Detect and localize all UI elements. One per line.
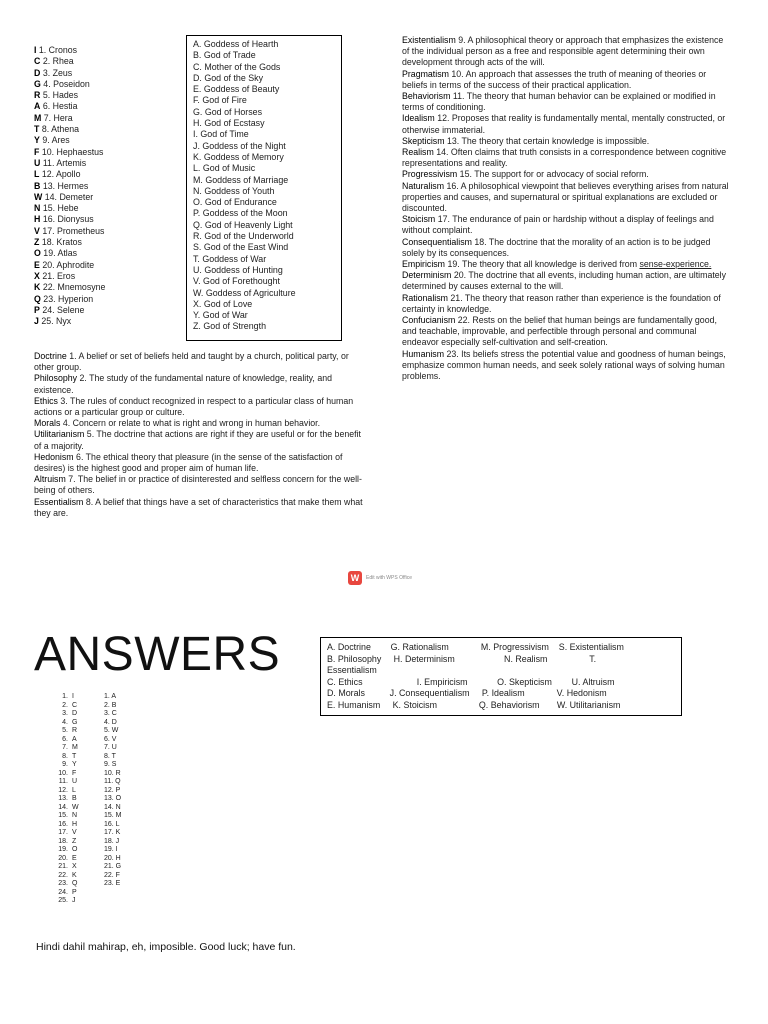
- definitions-right: [402, 35, 732, 382]
- gods-list-text: 19. Atlas: [43, 248, 78, 259]
- gods-list-text: 1. Cronos: [38, 45, 78, 55]
- wps-watermark-text: Edit with WPS Office: [366, 575, 413, 581]
- answer-key-number: 14.: [58, 803, 68, 811]
- answer-key-number: 22.: [58, 871, 68, 879]
- definition-term: Altruism: [34, 474, 66, 485]
- definition-term: Confucianism: [402, 315, 456, 326]
- definition-term: Morals: [34, 418, 61, 429]
- definition-item: [34, 429, 369, 451]
- definition-term: Naturalism: [402, 180, 445, 191]
- answer-key-letter: Q: [72, 880, 78, 887]
- definition-text: 21. The theory that reason rather than experience is the foundation of certainty in knowledge.: [402, 292, 721, 314]
- definition-text: 19. The theory that all knowledge is derived from: [445, 259, 640, 270]
- definition-text: 9. A philosophical theory or approach that emphasizes the existence of the individual person as a free and responsible agent determining their own development through acts of the will.: [402, 35, 724, 68]
- definition-term: Realism: [402, 147, 434, 158]
- gods-list-text: 6. Hestia: [42, 101, 78, 112]
- answer-key-number: 20.: [58, 854, 68, 862]
- gods-list-answer: R: [34, 90, 41, 101]
- gods-list-text: 23. Hyperion: [43, 293, 94, 304]
- philosophy-choice-row: C. Ethics I. Empiricism O. Skepticism U. Altruism: [327, 676, 615, 687]
- god-choice-item: I. God of Time: [193, 129, 249, 140]
- answer-key-letter: K: [72, 871, 77, 879]
- answer-key-philosophy-item: 9. S: [104, 761, 117, 768]
- definition-text: 3. The rules of conduct recognized in respect to a particular class of human actions or a particular group or culture.: [34, 395, 354, 418]
- definition-item: [34, 396, 369, 418]
- answer-key-philosophy-item: 5. W: [104, 727, 119, 734]
- definition-item: [34, 497, 369, 519]
- god-choice-item: S. God of the East Wind: [193, 242, 289, 253]
- answer-key-philosophy-item: 18. J: [104, 837, 120, 845]
- definition-text: 7. The belief in or practice of disinterested and selfless concern for the well-being of others.: [34, 474, 362, 496]
- answer-key-philosophy-item: 8. T: [104, 752, 116, 760]
- answer-key-number: 18.: [58, 837, 68, 845]
- definition-item: [402, 147, 732, 169]
- gods-list-answer: N: [34, 203, 41, 214]
- answer-key-letter: T: [72, 752, 77, 760]
- answer-key-gods-numbers: [52, 693, 68, 906]
- definition-text: 22. Rests on the belief that human beings are fundamentally good, and teachable, improvable, and perfectible through personal and communal endeavor especially self-cultivation and self-creation.: [402, 315, 717, 348]
- god-choice-item: L. God of Music: [193, 163, 256, 174]
- answer-key-number: 16.: [58, 820, 68, 828]
- answer-key-philosophy-item: 13. O: [104, 795, 122, 802]
- gods-list-item: [34, 214, 174, 225]
- god-choice-item: E. Goddess of Beauty: [193, 84, 280, 95]
- god-choice-item: A. Goddess of Hearth: [193, 39, 279, 49]
- gods-list-item: [34, 90, 174, 101]
- gods-list-item: [34, 169, 174, 180]
- gods-list-item: [34, 294, 174, 305]
- gods-list-answer: B: [34, 180, 41, 191]
- gods-list-answer: L: [34, 169, 40, 180]
- gods-list-answer: V: [34, 225, 40, 236]
- gods-list-text: 12. Apollo: [41, 169, 81, 180]
- gods-list-answer: M: [34, 112, 42, 123]
- gods-list-answer: C: [34, 56, 41, 67]
- philosophy-choice-row: A. Doctrine G. Rationalism M. Progressivism S. Existentialism: [327, 642, 624, 652]
- god-choice-item: W. Goddess of Agriculture: [193, 287, 296, 298]
- answer-key-letter: R: [72, 727, 78, 734]
- god-choice-item: V. God of Forethought: [193, 276, 281, 287]
- answer-key-letter: I: [72, 693, 74, 700]
- god-choice-item: Z. God of Strength: [193, 321, 267, 332]
- god-choice-item: C. Mother of the Gods: [193, 61, 281, 72]
- gods-list-item: [34, 203, 174, 214]
- gods-list-item: [34, 260, 174, 271]
- answer-key-number: 4.: [62, 718, 68, 726]
- definition-item: [402, 214, 732, 236]
- answer-key-letter: H: [72, 820, 78, 828]
- wps-logo-icon: W: [348, 571, 362, 585]
- gods-list-item: [34, 124, 174, 135]
- answer-key-number: 3.: [62, 710, 68, 717]
- answer-key-number: 9.: [62, 761, 68, 768]
- god-choice-item: D. God of the Sky: [193, 72, 264, 83]
- definitions-left: [34, 351, 369, 519]
- definition-text: 17. The endurance of pain or hardship without a display of feelings and without complaint.: [402, 214, 714, 236]
- answer-key-letter: A: [72, 735, 77, 743]
- definition-text: 8. A belief that things have a set of characteristics that make them what they are.: [34, 496, 363, 518]
- god-choice-item: R. God of the Underworld: [193, 231, 294, 242]
- god-choice-item: P. Goddess of the Moon: [193, 208, 288, 219]
- god-choice-item: Q. God of Heavenly Light: [193, 219, 293, 230]
- answer-key-letter: O: [72, 846, 78, 853]
- gods-list-item: [34, 113, 174, 124]
- gods-list-item: [34, 237, 174, 248]
- philosophy-choice-row: Essentialism: [327, 665, 377, 676]
- gods-list-item: [34, 45, 174, 56]
- god-choices-box: [186, 35, 342, 341]
- answer-key-number: 12.: [58, 786, 68, 794]
- definition-item: [402, 270, 732, 292]
- definition-underlined: sense-experience.: [639, 259, 712, 270]
- answer-key-philosophy-item: 14. N: [104, 803, 121, 811]
- answer-key-philosophy-item: 23. E: [104, 880, 121, 887]
- gods-list-answer: Z: [34, 237, 40, 248]
- answer-key-letter: G: [72, 718, 78, 726]
- answer-key-philosophy-item: 20. H: [104, 854, 121, 862]
- definition-term: Pragmatism: [402, 68, 449, 79]
- gods-list-item: [34, 68, 174, 79]
- answer-key-number: 8.: [62, 752, 68, 760]
- definition-text: 6. The ethical theory that pleasure (in the sense of the satisfaction of desires) is the highest good and proper aim of human life.: [34, 451, 343, 474]
- gods-list-answer: K: [34, 282, 41, 293]
- definition-item: [34, 351, 369, 373]
- gods-list-text: 25. Nyx: [41, 316, 72, 327]
- definition-term: Existentialism: [402, 35, 456, 45]
- god-choice-item: Y. God of War: [193, 310, 248, 321]
- gods-list-text: 18. Kratos: [41, 237, 82, 248]
- god-choice-item: B. God of Trade: [193, 50, 256, 61]
- answer-key-philosophy-item: 3. C: [104, 710, 117, 717]
- gods-list-item: [34, 192, 174, 203]
- answer-key-philosophy-item: 17. K: [104, 829, 121, 836]
- gods-list-answer: H: [34, 214, 41, 225]
- gods-list-item: [34, 282, 174, 293]
- definition-item: [402, 237, 732, 259]
- gods-list-answer: U: [34, 157, 41, 168]
- gods-matching-list: [34, 45, 174, 327]
- gods-list-text: 7. Hera: [43, 112, 73, 123]
- definition-term: Idealism: [402, 113, 435, 124]
- god-choice-item: O. God of Endurance: [193, 197, 277, 208]
- definition-item: [402, 293, 732, 315]
- definition-item: [402, 113, 732, 135]
- gods-list-text: 22. Mnemosyne: [42, 282, 106, 293]
- gods-list-text: 20. Aphrodite: [42, 259, 95, 270]
- god-choice-item: X. God of Love: [193, 298, 253, 309]
- definition-term: Ethics: [34, 395, 58, 406]
- definition-term: Skepticism: [402, 135, 445, 146]
- definition-text: 5. The doctrine that actions are right if they are useful or for the benefit of a majority.: [34, 429, 361, 451]
- gods-list-answer: W: [34, 191, 43, 202]
- answer-key-letter: B: [72, 795, 77, 802]
- gods-list-answer: F: [34, 146, 40, 157]
- answer-key-philosophy-item: 10. R: [104, 769, 121, 777]
- gods-list-text: 2. Rhea: [42, 56, 74, 67]
- definition-text: 2. The study of the fundamental nature of knowledge, reality, and existence.: [34, 373, 332, 395]
- answer-key-philosophy-item: 22. F: [104, 871, 120, 879]
- gods-list-answer: T: [34, 124, 40, 135]
- gods-list-item: [34, 79, 174, 90]
- gods-list-text: 3. Zeus: [42, 67, 73, 78]
- definition-term: Stoicism: [402, 214, 436, 225]
- answer-key-letter: X: [72, 863, 77, 870]
- gods-list-item: [34, 305, 174, 316]
- answer-key-letter: C: [72, 701, 78, 709]
- answer-key-philosophy-item: 4. D: [104, 718, 117, 726]
- definition-text: 13. The theory that certain knowledge is impossible.: [444, 135, 650, 146]
- definition-item: [402, 259, 732, 270]
- gods-list-text: 10. Hephaestus: [41, 146, 104, 157]
- god-choice-item: F. God of Fire: [193, 95, 247, 106]
- definition-text: 4. Concern or relate to what is right and wrong in human behavior.: [60, 418, 321, 429]
- gods-list-item: [34, 271, 174, 282]
- definition-item: [402, 91, 732, 113]
- gods-list-item: [34, 316, 174, 327]
- gods-list-answer: P: [34, 304, 40, 315]
- answer-key-philosophy-item: 6. V: [104, 735, 117, 743]
- definition-text: 15. The support for or advocacy of social reform.: [457, 169, 649, 180]
- gods-list-answer: I: [34, 45, 37, 55]
- gods-list-text: 15. Hebe: [42, 203, 79, 214]
- gods-list-text: 14. Demeter: [44, 191, 94, 202]
- definition-term: Doctrine: [34, 351, 67, 361]
- answer-key-philosophy-item: 15. M: [104, 812, 122, 819]
- definition-term: Rationalism: [402, 292, 448, 303]
- definition-text: 20. The doctrine that all events, including human action, are ultimately determined by causes external to the will.: [402, 270, 727, 292]
- gods-list-text: 11. Artemis: [42, 157, 87, 168]
- definition-item: [402, 136, 732, 147]
- definition-text: 12. Proposes that reality is fundamentally mental, mentally constructed, or otherwise immaterial.: [402, 113, 726, 135]
- answer-key-number: 19.: [58, 846, 68, 853]
- answer-key-number: 25.: [58, 897, 68, 904]
- definition-text: 11. The theory that human behavior can be explained or modified in terms of conditioning.: [402, 91, 716, 113]
- answer-key-letter: W: [72, 803, 79, 811]
- answer-key-letter: E: [72, 854, 77, 862]
- gods-list-text: 13. Hermes: [42, 180, 89, 191]
- philosophy-choice-row: E. Humanism K. Stoicism Q. Behaviorism W. Utilitarianism: [327, 699, 621, 710]
- god-choice-item: M. Goddess of Marriage: [193, 174, 289, 185]
- god-choice-item: K. Goddess of Memory: [193, 151, 284, 162]
- answer-key-number: 13.: [58, 795, 68, 802]
- gods-list-text: 4. Poseidon: [43, 78, 90, 89]
- definition-term: Consequentialism: [402, 236, 472, 247]
- definition-item: [34, 452, 369, 474]
- gods-list-item: [34, 226, 174, 237]
- definition-term: Determinism: [402, 270, 452, 281]
- answer-key-number: 5.: [62, 727, 68, 734]
- gods-list-answer: X: [34, 270, 40, 281]
- answer-key-number: 11.: [58, 778, 68, 785]
- gods-list-answer: A: [34, 101, 41, 112]
- definition-item: [402, 69, 732, 91]
- definition-term: Essentialism: [34, 496, 84, 507]
- definition-term: Progressivism: [402, 169, 458, 180]
- definition-text: 14. Often claims that truth consists in a correspondence between cognitive representations and reality.: [402, 147, 727, 169]
- gods-list-item: [34, 147, 174, 158]
- definition-term: Hedonism: [34, 451, 74, 462]
- answer-key-letter: U: [72, 778, 78, 785]
- god-choice-item: N. Goddess of Youth: [193, 185, 275, 196]
- gods-list-answer: Y: [34, 135, 40, 146]
- god-choice-item: J. Goddess of the Night: [193, 140, 286, 151]
- answer-key-philosophy-item: 2. B: [104, 701, 117, 709]
- definition-text: 1. A belief or set of beliefs held and taught by a church, political party, or other group.: [34, 351, 349, 373]
- answers-heading: ANSWERS: [34, 628, 281, 681]
- definition-term: Philosophy: [34, 373, 78, 384]
- answer-key-letter: Z: [72, 837, 77, 845]
- gods-list-text: 9. Ares: [42, 135, 70, 146]
- god-choice-item: T. Goddess of War: [193, 253, 267, 264]
- definition-item: [402, 169, 732, 180]
- gods-list-answer: E: [34, 259, 40, 270]
- answer-key-letter: N: [72, 812, 78, 819]
- definition-item: [34, 418, 369, 429]
- gods-list-text: 24. Selene: [42, 304, 85, 315]
- answer-key-philosophy-item: 1. A: [104, 693, 117, 700]
- god-choice-item: H. God of Ecstasy: [193, 118, 265, 129]
- gods-list-answer: J: [34, 316, 39, 327]
- definition-text: 10. An approach that assesses the truth of meaning of theories or beliefs in terms of the success of their practical application.: [402, 68, 707, 90]
- answer-key-letter: J: [72, 897, 76, 904]
- gods-list-answer: D: [34, 67, 41, 78]
- definition-item: [402, 315, 732, 349]
- answer-key-letter: D: [72, 710, 78, 717]
- definition-text: 23. Its beliefs stress the potential value and goodness of human beings, emphasize common human needs, and seek solely rational ways of solving human problems.: [402, 348, 726, 382]
- definition-item: [34, 373, 369, 395]
- answer-key-number: 15.: [58, 812, 68, 819]
- answer-key-number: 6.: [62, 735, 68, 743]
- god-choice-item: G. God of Horses: [193, 106, 263, 117]
- gods-list-item: [34, 56, 174, 67]
- answer-key-number: 23.: [58, 880, 68, 887]
- answer-key-letter: P: [72, 888, 77, 896]
- gods-list-text: 8. Athena: [41, 124, 80, 135]
- gods-list-item: [34, 158, 174, 169]
- answer-key-number: 17.: [58, 829, 68, 836]
- philosophy-choice-row: D. Morals J. Consequentialism P. Idealism V. Hedonism: [327, 688, 607, 699]
- definition-term: Behaviorism: [402, 91, 451, 102]
- answer-key-letter: L: [72, 786, 76, 794]
- gods-list-answer: O: [34, 248, 41, 259]
- gods-list-text: 5. Hades: [42, 90, 79, 101]
- answer-key-letter: Y: [72, 761, 77, 768]
- answer-key-number: 10.: [58, 769, 68, 777]
- definition-item: [402, 349, 732, 383]
- definition-item: [402, 35, 732, 69]
- answer-key-number: 7.: [62, 744, 68, 751]
- philosophy-choices-box: [320, 637, 682, 716]
- answer-key-philosophy-item: 7. U: [104, 744, 117, 751]
- answer-key-philosophy-item: 12. P: [104, 786, 121, 794]
- wps-watermark[interactable]: [348, 571, 412, 585]
- gods-list-item: [34, 248, 174, 259]
- answer-key-number: 24.: [58, 888, 68, 896]
- answer-key-philosophy-item: 19. I: [104, 846, 118, 853]
- answer-key-philosophy-item: 11. Q: [104, 778, 121, 785]
- answer-key-philosophy-item: 16. L: [104, 820, 120, 828]
- gods-list-item: [34, 101, 174, 112]
- god-choice-item: U. Goddess of Hunting: [193, 264, 283, 275]
- definition-text: 18. The doctrine that the morality of an action is to be judged solely by its consequences.: [402, 236, 711, 258]
- answer-key-letter: V: [72, 829, 77, 836]
- answer-key-gods-letters: [72, 693, 86, 906]
- gods-list-answer: G: [34, 78, 41, 89]
- answer-key-number: 21.: [58, 863, 68, 870]
- answer-key-philosophy: [104, 693, 134, 889]
- answer-key-number: 1.: [62, 693, 68, 700]
- gods-list-answer: Q: [34, 293, 41, 304]
- philosophy-choice-row: B. Philosophy H. Determinism N. Realism T.: [327, 653, 597, 664]
- definition-item: [34, 474, 369, 496]
- gods-list-text: 21. Eros: [42, 270, 76, 281]
- definition-term: Empiricism: [402, 259, 446, 270]
- gods-list-item: [34, 181, 174, 192]
- definition-term: Utilitarianism: [34, 429, 85, 440]
- answer-key-letter: F: [72, 769, 77, 777]
- definition-term: Humanism: [402, 348, 445, 359]
- answer-key-number: 2.: [62, 701, 68, 709]
- definition-text: 16. A philosophical viewpoint that believes everything arises from natural properties and causes, and supernatural or spiritual explanations are excluded or discounted.: [402, 180, 729, 214]
- gods-list-text: 17. Prometheus: [42, 225, 105, 236]
- gods-list-text: 16. Dionysus: [42, 214, 94, 225]
- answer-key-letter: M: [72, 744, 78, 751]
- gods-list-item: [34, 135, 174, 146]
- definition-item: [402, 181, 732, 215]
- footer-note: Hindi dahil mahirap, eh, imposible. Good luck; have fun.: [36, 941, 296, 953]
- answer-key-philosophy-item: 21. G: [104, 863, 122, 870]
